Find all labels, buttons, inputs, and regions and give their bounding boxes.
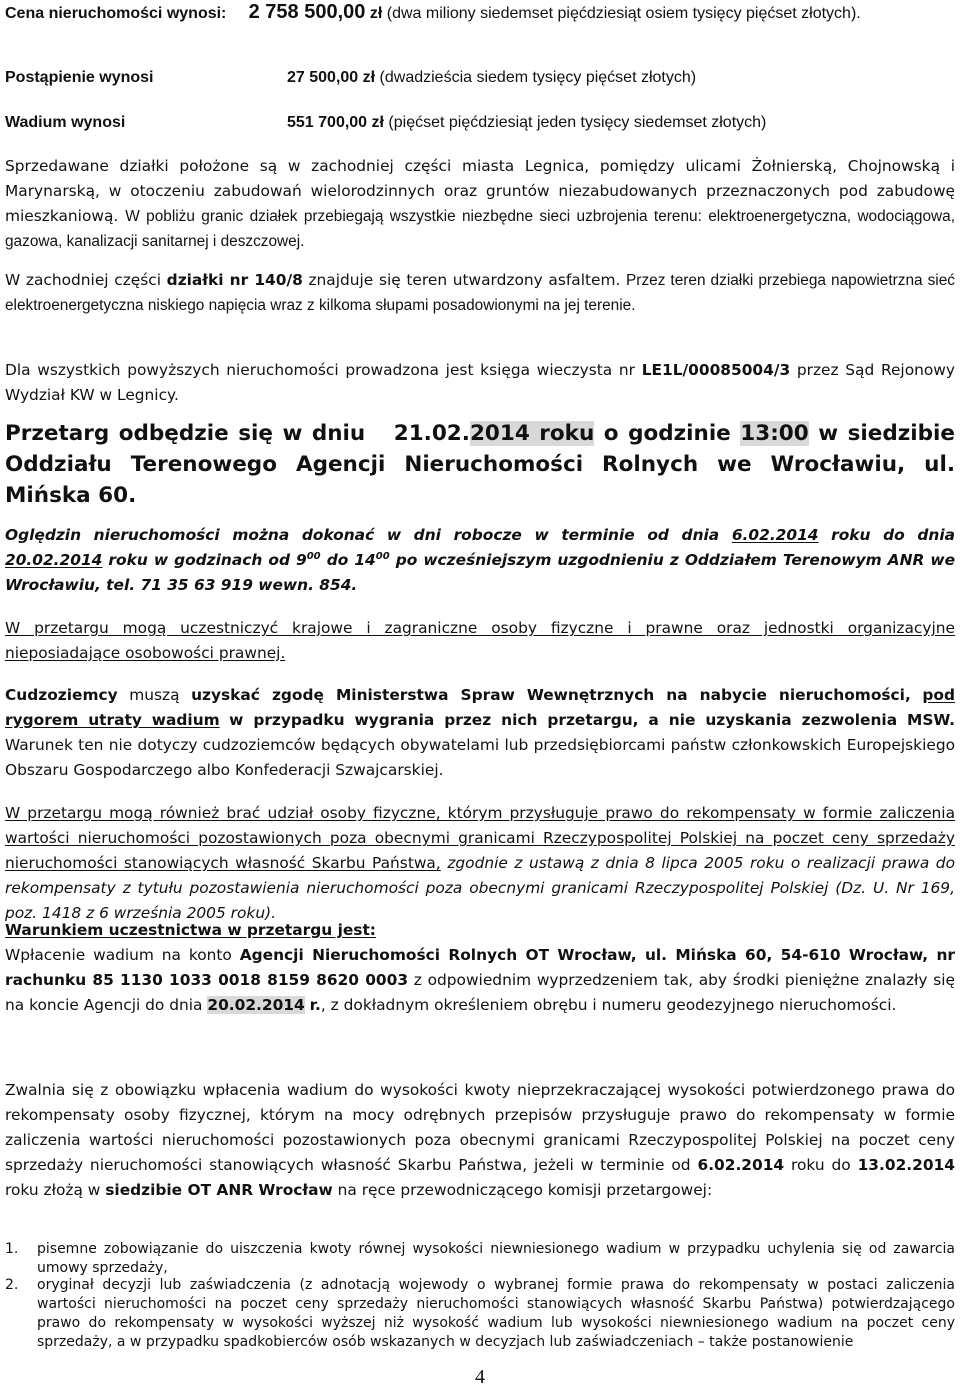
inspection-date-2: 20.02.2014 xyxy=(5,551,103,569)
inspection-c2: do 14 xyxy=(326,551,376,569)
location-text-1: Sprzedawane działki położone są w zachodniej części miasta Legnica, pomiędzy ulicami Żołnierską, Chojnowską i Marynarską, w otoczeniu zabudowań wielorodzinnych oraz gruntów niezabudowanych przeznaczonych pod zabudowę mieszkaniową. xyxy=(5,157,955,225)
exemption-e: na ręce przewodniczącego komisji przetargowej: xyxy=(337,1181,713,1199)
list-item-number: 1. xyxy=(5,1241,19,1257)
conditions-account: Agencji Nieruchomości Rolnych OT Wrocław, ul. Mińska 60, 54-610 Wrocław, nr rachunku 85 1130 1033 0018 8159 8620 0003 xyxy=(5,946,955,989)
deposit-label: Wadium wynosi xyxy=(5,114,126,131)
foreigners-f: Warunek ten nie dotyczy cudzoziemców będących obywatelami lub przedsiębiorcami państw członkowskich Europejskiego Obszaru Gospodarczego albo Konfederacji Szwajcarskiej. xyxy=(5,736,955,779)
list-item-number: 2. xyxy=(5,1277,19,1293)
conditions-paragraph xyxy=(5,918,955,1018)
inspection-paragraph xyxy=(5,523,955,598)
increment-amount: 27 500,00 zł xyxy=(287,69,376,86)
conditions-d: , z dokładnym określeniem obrębu i numeru geodezyjnego nieruchomości. xyxy=(320,996,897,1014)
increment-value xyxy=(287,69,696,87)
list-item-text: pisemne zobowiązanie do uiszczenia kwoty równej wysokości niewniesionego wadium w przypadku uchylenia się od zawarcia umowy sprzedaży, xyxy=(37,1241,955,1276)
inspection-sup-2: 00 xyxy=(375,550,390,562)
compensation-b: zgodnie z ustawą z dnia 8 lipca 2005 roku o realizacji prawa do rekompensaty z tytułu pozostawienia nieruchomości poza obecnymi granicami Rzeczypospolitej Polskiej (Dz. U. Nr 169, poz. 1418 z 6 września 2005 roku). xyxy=(5,854,955,922)
foreigners-d: pod rygorem utraty wadium xyxy=(5,686,955,729)
price-amount: 2 758 500,00 xyxy=(248,1,366,23)
plot-note-d: Przez teren działki przebiega napowietrzna sieć elektroenergetyczna niskiego napięcia wraz z kilkoma słupami posadowionymi na jej terenie. xyxy=(5,272,955,314)
exemption-date-2: 13.02.2014 xyxy=(857,1156,955,1174)
location-paragraph xyxy=(5,154,955,254)
auction-a: Przetarg odbędzie się w dniu xyxy=(5,421,366,446)
inspection-c3: po wcześniejszym uzgodnieniu z Oddziałem Terenowym ANR we Wrocławiu, tel. 71 35 63 919 wewn. 854. xyxy=(5,551,956,594)
foreigners-paragraph xyxy=(5,683,955,783)
eligibility-paragraph: W przetargu mogą uczestniczyć krajowe i zagraniczne osoby fizyczne i prawne oraz jednostki organizacyjne nieposiadające osobowości prawnej. xyxy=(5,619,955,662)
plot-note-a: W zachodniej części xyxy=(5,271,161,289)
compensation-paragraph xyxy=(5,801,955,926)
deposit-words: (pięćset pięćdziesiąt jeden tysięcy siedemset złotych) xyxy=(388,114,767,131)
inspection-sup-1: 00 xyxy=(306,550,321,562)
foreigners-a: Cudzoziemcy xyxy=(5,686,118,704)
location-text-2: W pobliżu granic działek przebiegają wszystkie niezbędne sieci uzbrojenia terenu: elektroenergetyczna, wodociągowa, gazowa, kanalizacji sanitarnej i deszczowej. xyxy=(5,208,955,250)
auction-c: w siedzibie Oddziału Terenowego Agencji Nieruchomości Rolnych we Wrocławiu, ul. Mińska 60. xyxy=(5,421,955,508)
conditions-c: z odpowiednim wyprzedzeniem tak, aby środki pieniężne znalazły się na koncie Agencji do dnia xyxy=(5,971,955,1014)
inspection-c: roku w godzinach od 9 xyxy=(108,551,307,569)
price-label: Cena nieruchomości wynosi: xyxy=(5,5,227,22)
deposit-amount: 551 700,00 zł xyxy=(287,114,384,131)
list-item xyxy=(5,1240,955,1278)
inspection-a: Oględzin nieruchomości można dokonać w dni robocze w terminie od dnia xyxy=(5,526,720,544)
price-words: (dwa miliony siedemset pięćdziesiąt osiem tysięcy pięćset złotych). xyxy=(386,5,861,22)
exemption-date-1: 6.02.2014 xyxy=(697,1156,785,1174)
auction-b: o godzinie xyxy=(603,421,731,446)
conditions-a: Wpłacenie wadium na konto xyxy=(5,946,232,964)
increment-words: (dwadzieścia siedem tysięcy pięćset złotych) xyxy=(379,69,697,86)
inspection-b: roku do dnia xyxy=(831,526,955,544)
deposit-value xyxy=(287,114,766,132)
exemption-c: roku złożą w xyxy=(5,1181,101,1199)
increment-label: Postąpienie wynosi xyxy=(5,69,154,86)
exemption-a: Zwalnia się z obowiązku wpłacenia wadium do wysokości kwoty nieprzekraczającej wysokości potwierdzonego prawa do rekompensaty osoby fizycznej, którym na mocy odrębnych przepisów przysługuje prawo do rekompensaty w formie zaliczenia wartości nieruchomości pozostawionych poza obecnymi granicami Rzeczypospolitej Polskiej na poczet ceny sprzedaży nieruchomości stanowiących własność Skarbu Państwa, jeżeli w terminie od xyxy=(5,1081,955,1174)
list-item xyxy=(5,1276,955,1352)
land-register-paragraph xyxy=(5,358,955,408)
land-register-b: przez Sąd Rejonowy Wydział KW w Legnicy. xyxy=(5,361,955,404)
auction-date-day: 21.02. xyxy=(393,421,470,446)
exemption-place: siedzibie OT ANR Wrocław xyxy=(105,1181,333,1199)
page-number: 4 xyxy=(475,1366,485,1388)
plot-number: działki nr 140/8 xyxy=(166,271,303,289)
conditions-r: r. xyxy=(309,996,321,1014)
list-item-text: oryginał decyzji lub zaświadczenia (z adnotacją wojewody o wybranej formie prawa do rekompensaty w postaci zaliczenia wartości nieruchomości na poczet ceny sprzedaży nieruchomości stanowiących własność Skarbu Państwa) potwierdzającego prawo do rekompensaty w wysokości wyższej niż wysokość wadium lub wysokości niewniesionego wadium na poczet ceny sprzedaży, a w przypadku spadkobierców osób wskazanych w decyzjach lub zaświadczeniach – także postanowienie xyxy=(37,1277,955,1350)
plot-note-c: znajduje się teren utwardzony asfaltem. xyxy=(308,271,621,289)
auction-date-rest: 2014 roku xyxy=(469,421,595,446)
requirements-list xyxy=(5,1240,955,1352)
land-register-number: LE1L/00085004/3 xyxy=(641,361,791,379)
price-paragraph xyxy=(5,0,955,26)
foreigners-c: uzyskać zgodę Ministerstwa Spraw Wewnętrznych na nabycie nieruchomości, xyxy=(191,686,911,704)
inspection-date-1: 6.02.2014 xyxy=(731,526,819,544)
exemption-paragraph xyxy=(5,1078,955,1203)
price-currency: zł xyxy=(369,5,383,22)
auction-paragraph xyxy=(5,418,955,511)
land-register-a: Dla wszystkich powyższych nieruchomości prowadzona jest księga wieczysta nr xyxy=(5,361,635,379)
auction-time: 13:00 xyxy=(740,421,809,446)
compensation-a: W przetargu mogą również brać udział osoby fizyczne, którym przysługuje prawo do rekompensaty w formie zaliczenia wartości nieruchomości pozostawionych poza obecnymi granicami Rzeczypospolitej Polskiej na poczet ceny sprzedaży nieruchomości stanowiących własność Skarbu Państwa, xyxy=(5,804,955,872)
foreigners-b: muszą xyxy=(129,686,180,704)
exemption-b: roku do xyxy=(791,1156,851,1174)
conditions-heading: Warunkiem uczestnictwa w przetargu jest: xyxy=(5,921,376,939)
conditions-date: 20.02.2014 xyxy=(207,996,305,1014)
plot-note-paragraph xyxy=(5,268,955,318)
foreigners-e: w przypadku wygrania przez nich przetargu, a nie uzyskania zezwolenia MSW. xyxy=(229,711,955,729)
